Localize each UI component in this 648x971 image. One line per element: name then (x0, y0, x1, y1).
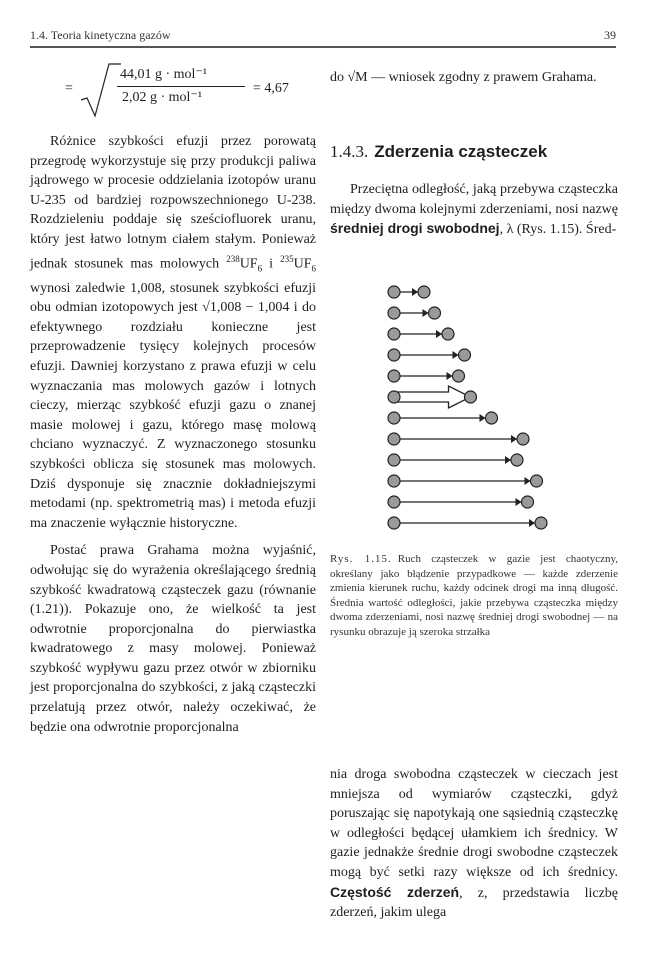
arrowhead (480, 414, 486, 422)
molecule-start (388, 517, 400, 529)
molecule-end (459, 349, 471, 361)
molecule-start (388, 370, 400, 382)
left-column (30, 132, 316, 737)
molecule-end (535, 517, 547, 529)
paragraph-mean-free-path: Przeciętna odległość, jaką przebywa cząsteczka między dwoma kolejnymi zderzeniami, nosi nazwę średniej drogi swobodnej, λ (Rys. 1.15). Śred- (330, 182, 618, 238)
graham-conclusion: do √M — wniosek zgodny z prawem Grahama. (330, 70, 597, 85)
page-number: 39 (604, 28, 616, 42)
molecule-start (388, 328, 400, 340)
running-header (30, 28, 616, 44)
figure-caption-text: Ruch cząsteczek w gazie jest chaotyczny, określany jako błądzenie przypadkowe — każde zderzenie zmienia kierunek ruchu, każdy odcinek drogi ma inną długość. Średnia wartość odległości, jakie przebywa cząsteczka między dwoma zderzeniami, nosi nazwę średniej drogi swobodnej — na rysunku obrazuje ją szeroka strzałka (330, 553, 618, 638)
molecule-end (522, 496, 534, 508)
fraction-line (117, 86, 245, 87)
formula-equals: = (65, 81, 73, 96)
paragraph-isotope-separation: Różnice szybkości efuzji przez porowatą przegrodę wykorzystuje się przy produkcji paliwa jądrowego w procesie oddzielania izotopów uranu U-235 od bardziej rozpowszechnionego U-238. Rozdzieleniu poddaje się sześciofluorek uranu, który jest łatwo lotnym ciałem stałym. Ponieważ jednak stosunek mas molowych $^{238}UF_6$ i $^{235}UF_6$ wynosi zaledwie 1,008, stosunek szybkości efuzji obu odmian izotopowych jest √1,008 − 1,004 i do efektywnego rozdziału konieczne jest przeprowadzenie tysięcy kolejnych procesów efuzji. Dawniej korzystano z prawa efuzji w celu wyznaczania mas molowych gazów i lotnych cieczy, mierząc szybkość efuzji gazu o znanej masie molowej i gazu, którego masę molową chciano wyznaczyć. Z wyznaczonego stosunku szybkości oblicza się stosunek mas molowych. Dziś dysponuje się znacznie dokładniejszymi metodami (np. spektrometrią mas) i metoda efuzji ma znaczenie wyłącznie historyczne. (30, 134, 316, 531)
figure-number: Rys. 1.15. (330, 553, 392, 565)
arrowhead (529, 519, 535, 527)
section-heading (330, 142, 618, 162)
molecule-start (388, 391, 400, 403)
molecule-end (517, 433, 529, 445)
molecule-end (429, 307, 441, 319)
term-mean-free-path: średniej drogi swobodnej (330, 220, 500, 237)
molecule-end (442, 328, 454, 340)
header-rule (30, 46, 616, 48)
mean-free-path-arrow (394, 386, 471, 408)
molecule-start (388, 307, 400, 319)
arrowhead (423, 309, 429, 317)
right-column-continuation (330, 765, 618, 923)
formula-numerator: 44,01 g · mol⁻¹ (120, 67, 208, 82)
arrowhead (412, 288, 418, 296)
molecule-start (388, 433, 400, 445)
molecule-start (388, 454, 400, 466)
arrowhead (447, 372, 453, 380)
molecule-end (486, 412, 498, 424)
arrowhead (525, 477, 531, 485)
mean-free-path-figure (380, 282, 560, 532)
molecule-start (388, 412, 400, 424)
molecule-start (388, 475, 400, 487)
molecule-end (511, 454, 523, 466)
molecule-end (418, 286, 430, 298)
molecule-start (388, 286, 400, 298)
right-column-intro (330, 180, 618, 240)
formula-denominator: 2,02 g · mol⁻¹ (122, 90, 203, 105)
section-title: Zderzenia cząsteczek (374, 142, 548, 161)
paragraph-graham-explanation: Postać prawa Grahama można wyjaśnić, odwołując się do wyrażenia określającego średnią szybkość kwadratową cząsteczek gazu (równanie (1.21)). Pokazuje ono, że wielkość ta jest odwrotnie proporcjonalna do pierwiastka kwadratowego z masy molowej. Ponieważ szybkość wypływu gazu przez otwór w zbiorniku jest proporcjonalna do szybkości, z jaką cząsteczki przelatują przez otwór, należy oczekiwać, że będzie ona odwrotnie proporcjonalna (30, 543, 316, 735)
arrowhead (436, 330, 442, 338)
arrowhead (511, 435, 517, 443)
arrowhead (453, 351, 459, 359)
molecule-end (453, 370, 465, 382)
arrowhead (516, 498, 522, 506)
molecule-start (388, 349, 400, 361)
formula-result: = 4,67 (253, 81, 289, 96)
graham-ratio-formula (65, 62, 295, 118)
term-collision-frequency: Częstość zderzeń (330, 883, 460, 900)
arrowhead (505, 456, 511, 464)
molecule-start (388, 496, 400, 508)
running-header-section: 1.4. Teoria kinetyczna gazów (30, 28, 171, 42)
paragraph-collision-frequency: nia droga swobodna cząsteczek w cieczach jest mniejsza od wymiarów cząsteczki, gdyż poruszając się napotykają one sąsiednią cząsteczkę w odległości będącej ułamkiem ich średnicy. W gazie jednakże średnie drogi swobodne cząsteczek mogą być setki razy większe od ich średnicy. Częstość zderzeń, z, przedstawia liczbę zderzeń, jakim ulega (330, 767, 619, 921)
molecule-end (531, 475, 543, 487)
figure-caption (330, 552, 618, 640)
sqrt-sign-icon (79, 62, 121, 118)
molecule-end (465, 391, 477, 403)
section-number: 1.4.3. (330, 142, 369, 161)
